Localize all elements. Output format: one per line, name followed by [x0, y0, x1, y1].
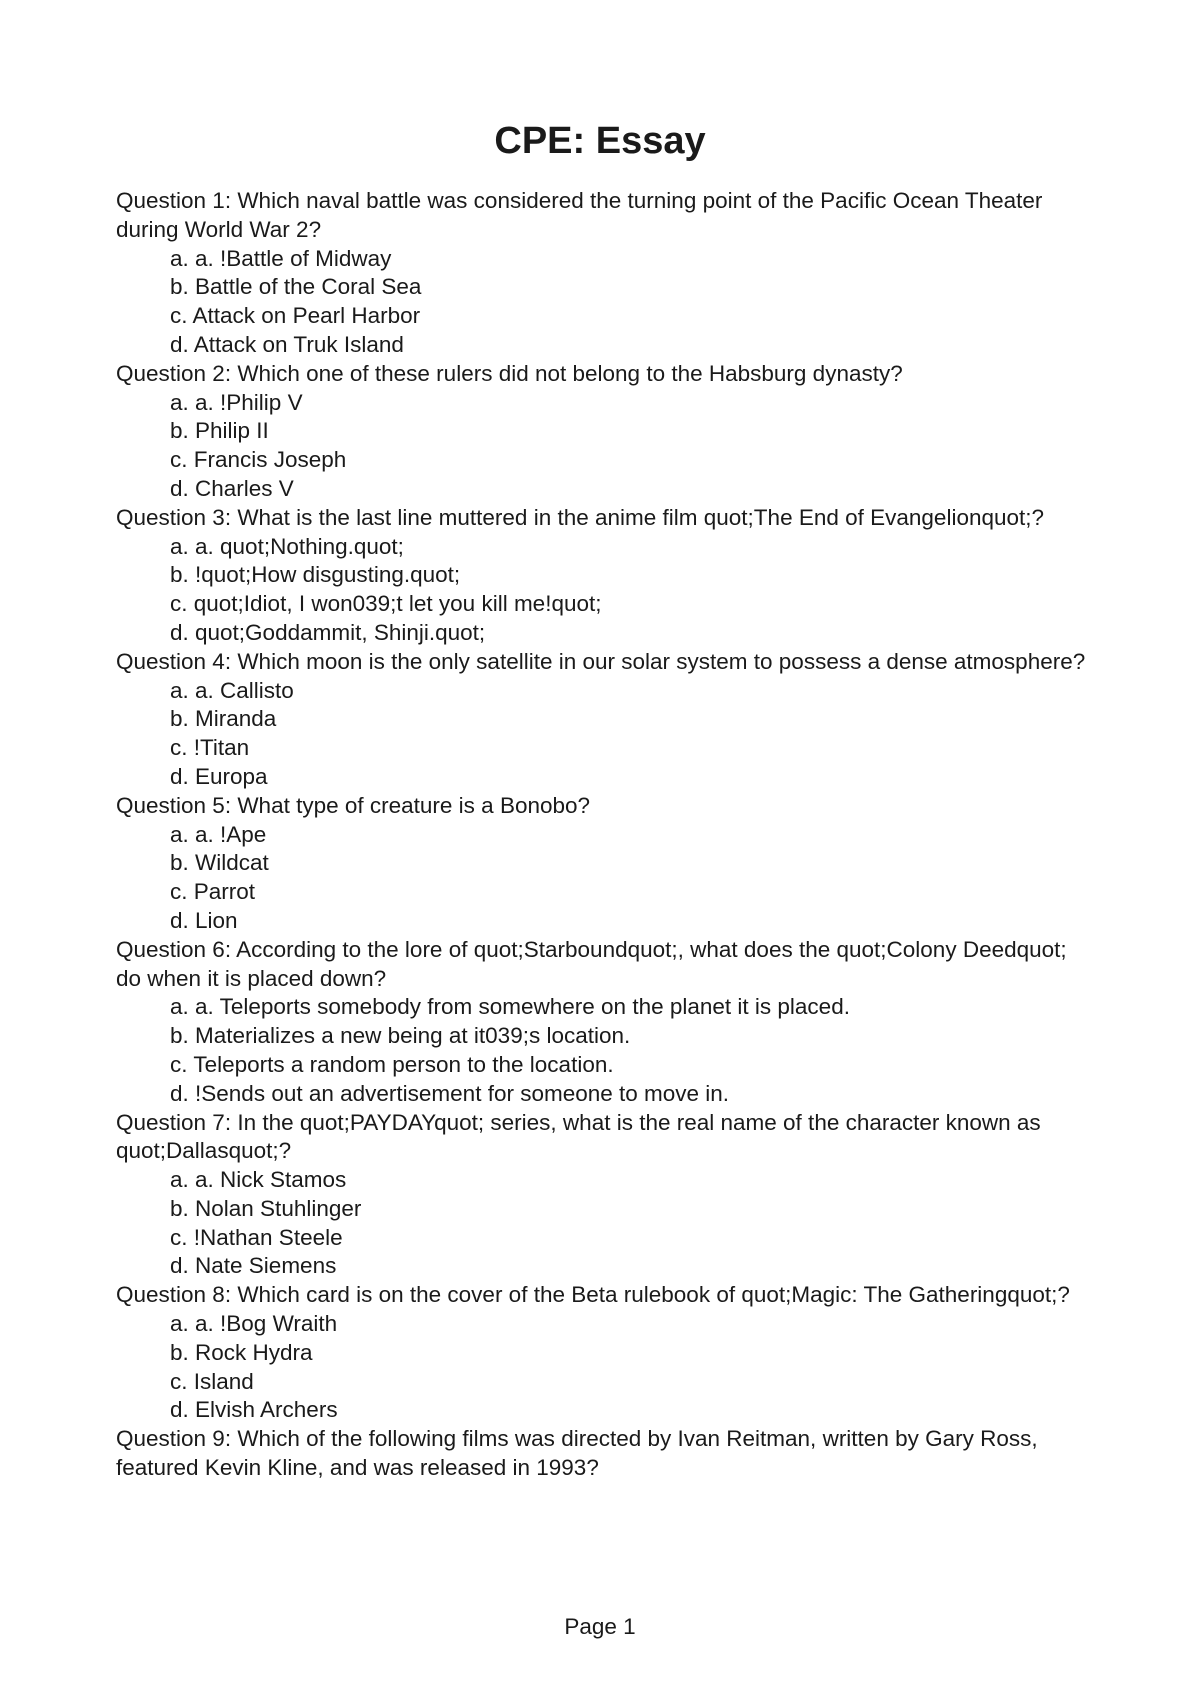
answer-options [116, 1166, 1096, 1281]
page-number: Page 1 [564, 1614, 636, 1639]
answer-option: a. a. !Bog Wraith [170, 1311, 338, 1337]
answer-option: b. Philip II [170, 418, 269, 444]
answer-option: c. Teleports a random person to the location. [170, 1051, 614, 1077]
answer-option: b. Wildcat [170, 850, 269, 876]
answer-option: a. a. Nick Stamos [170, 1167, 347, 1193]
answer-option: c. Attack on Pearl Harbor [170, 303, 421, 329]
answer-option: d. Nate Siemens [170, 1253, 337, 1279]
answer-option: d. quot;Goddammit, Shinji.quot; [170, 619, 486, 645]
question-text: Question 3: What is the last line muttered in the anime film quot;The End of Evangelionquot;? [116, 504, 1045, 530]
answer-option: d. Charles V [170, 475, 294, 501]
answer-option: c. Island [170, 1368, 254, 1394]
answer-option: b. Materializes a new being at it039;s location. [170, 1023, 631, 1049]
answer-option: d. !Sends out an advertisement for someone to move in. [170, 1080, 730, 1106]
question-text: Question 8: Which card is on the cover of the Beta rulebook of quot;Magic: The Gatheringquot;? [116, 1282, 1070, 1308]
answer-option: c. Francis Joseph [170, 447, 347, 473]
answer-option: c. !Nathan Steele [170, 1224, 343, 1250]
answer-option: a. a. Teleports somebody from somewhere on the planet it is placed. [170, 994, 850, 1020]
answer-options [116, 821, 1096, 936]
question-3 [116, 504, 1096, 648]
answer-options [116, 245, 1096, 360]
answer-option: c. Parrot [170, 879, 256, 905]
answer-option: d. Elvish Archers [170, 1397, 338, 1423]
question-8 [116, 1281, 1096, 1425]
question-text: Question 1: Which naval battle was considered the turning point of the Pacific Ocean Theater during World War 2? [116, 188, 1043, 242]
page-title: CPE: Essay [494, 120, 706, 162]
answer-option: c. quot;Idiot, I won039;t let you kill me!quot; [170, 591, 602, 617]
answer-option: d. Europa [170, 763, 268, 789]
answer-options [116, 533, 1096, 648]
question-1 [116, 187, 1096, 360]
answer-option: c. !Titan [170, 735, 250, 761]
answer-option: b. Nolan Stuhlinger [170, 1195, 362, 1221]
answer-options [116, 993, 1096, 1108]
answer-option: b. Miranda [170, 706, 277, 732]
answer-option: b. !quot;How disgusting.quot; [170, 562, 461, 588]
question-2 [116, 360, 1096, 504]
answer-option: b. Battle of the Coral Sea [170, 274, 422, 300]
answer-option: d. Attack on Truk Island [170, 331, 404, 357]
answer-options [116, 1310, 1096, 1425]
question-7 [116, 1109, 1096, 1282]
question-4 [116, 648, 1096, 792]
answer-options [116, 677, 1096, 792]
answer-option: a. a. !Ape [170, 821, 267, 847]
question-text: Question 9: Which of the following films was directed by Ivan Reitman, written by Gary Ross, featured Kevin Kline, and was released in 1993? [116, 1426, 1038, 1481]
question-text: Question 2: Which one of these rulers did not belong to the Habsburg dynasty? [116, 360, 903, 386]
question-6 [116, 936, 1096, 1109]
question-text: Question 4: Which moon is the only satellite in our solar system to possess a dense atmosphere? [116, 648, 1086, 674]
answer-option: d. Lion [170, 907, 238, 933]
question-text: Question 6: According to the lore of quot;Starboundquot;, what does the quot;Colony Deedquot; do when it is placed down? [116, 936, 1067, 991]
answer-options [116, 389, 1096, 504]
answer-option: a. a. quot;Nothing.quot; [170, 533, 404, 559]
answer-option: a. a. !Battle of Midway [170, 245, 392, 271]
answer-option: a. a. !Philip V [170, 389, 303, 415]
question-5 [116, 792, 1096, 936]
question-9 [116, 1425, 1096, 1483]
question-text: Question 5: What type of creature is a Bonobo? [116, 792, 591, 818]
question-text: Question 7: In the quot;PAYDAYquot; series, what is the real name of the character known as quot;Dallasquot;? [116, 1109, 1041, 1164]
answer-option: b. Rock Hydra [170, 1339, 313, 1365]
answer-option: a. a. Callisto [170, 677, 294, 703]
question-list [116, 187, 1096, 1483]
